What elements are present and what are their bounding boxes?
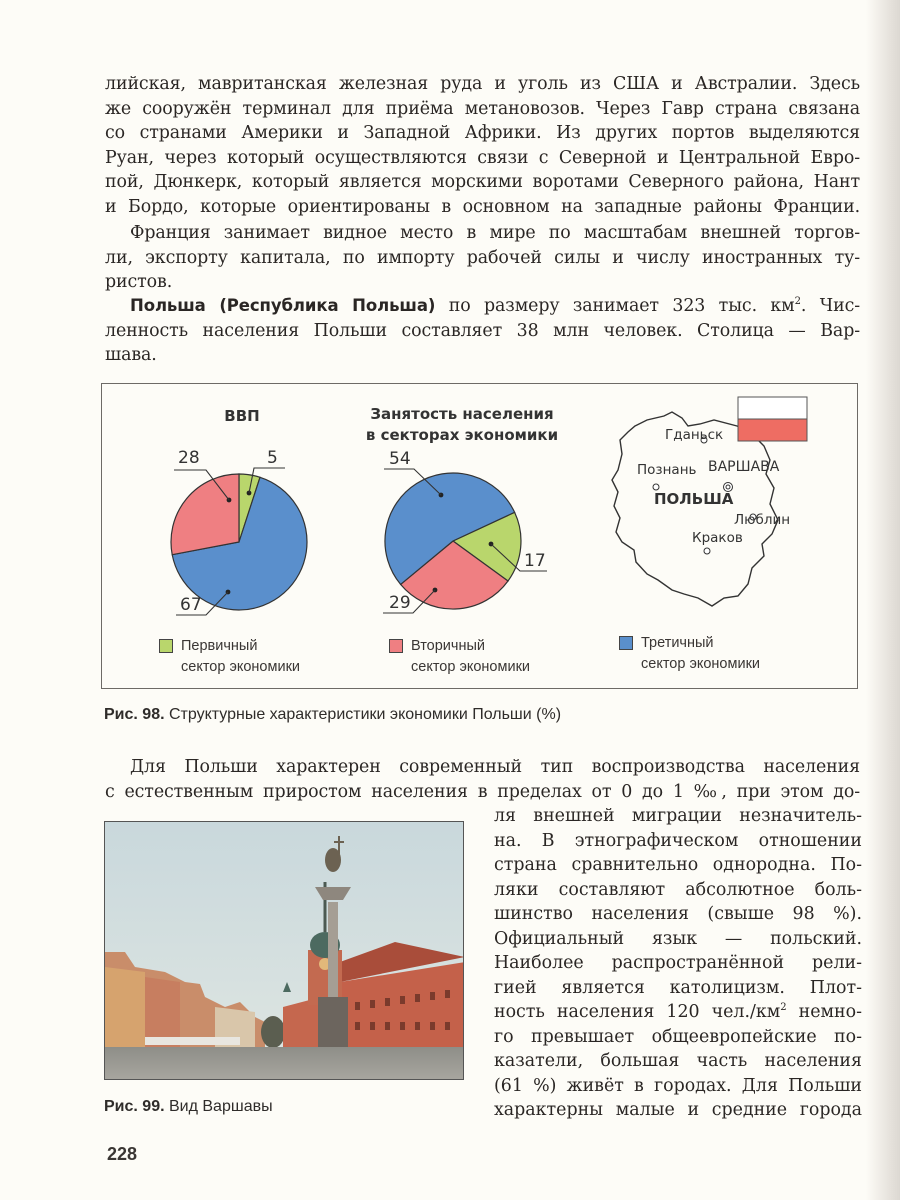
superscript: 2 [794,296,801,307]
text-line: ляки составляют абсолютное боль- [494,879,862,900]
text-line: страна сравнительно однородна. По- [494,855,862,875]
legend-label: Первичный [181,638,258,654]
gdp-slice-secondary [171,474,239,555]
text-fragment: . Чис- [800,296,860,316]
paragraph-poland-intro [105,294,860,368]
employment-label-tertiary: 54 [389,449,411,469]
legend-label: сектор экономики [411,659,531,675]
text-fragment: немно- [786,1002,862,1022]
map-city-poznan: Познань [637,462,697,478]
paragraph-france-trade [105,221,860,295]
page-number: 228 [107,1144,138,1164]
text-fragment: по размеру занимает 323 тыс. км [435,296,795,316]
text-line: шава. [105,345,157,365]
text-line [105,294,860,319]
gdp-label-tertiary: 67 [180,595,202,615]
poland-heading: Польша (Республика Польша) [130,296,436,315]
paragraph-france-ports [105,72,860,219]
legend-label: сектор экономики [181,659,301,675]
text-line: ристов. [105,272,173,292]
caption-text: Вид Варшавы [164,1098,273,1115]
right-column-text [494,804,862,1123]
text-line: с естественным приростом населения в пределах от 0 до 1 ‰, при этом до- [105,781,860,802]
map-capital-warsaw: ВАРШАВА [708,459,780,475]
text-line: со странами Америки и Западной Африки. Из других портов выделяются [105,123,860,143]
gdp-chart-title: ВВП [224,407,260,425]
map-city-gdansk: Гданьск [665,427,724,443]
text-line: ли, экспорту капитала, по импорту рабочей силы и числу иностранных ту- [105,247,860,268]
text-line: лийская, мавританская железная руда и уголь из США и Австралии. Здесь [105,74,860,94]
page-edge-shadow [866,0,900,1200]
text-line: характерны малые и средние города [494,1100,862,1120]
text-line: Для Польши характерен современный тип воспроизводства населения [130,757,860,777]
city-marker-krakow [704,548,710,554]
flag-white-stripe [738,397,807,419]
text-line: го превышает общеевропейские по- [494,1026,862,1047]
legend-tertiary-sector [619,633,819,677]
text-line: Руан, через который осуществляются связи с Северной и Центральной Евро- [105,147,860,168]
text-line: Официальный язык — польский. [494,928,862,949]
text-line: казатели, большая часть населения [494,1051,862,1071]
text-line: Наиболее распространённой рели- [494,953,862,973]
flag-red-stripe [738,419,807,441]
text-line: шинство населения (свыше 98 %). [494,904,862,924]
legend-label: Вторичный [411,638,485,654]
text-line: же сооружён терминал для приёма метановозов. Через Гавр страна связана [105,98,860,119]
legend-swatch-green [159,639,173,653]
title-line: в секторах экономики [365,426,559,444]
map-city-lublin: Люблин [734,512,791,528]
warsaw-photo-illustration [105,822,464,1080]
employment-label-primary: 17 [524,551,546,571]
gdp-pie-chart [171,468,307,615]
legend-secondary-sector [389,636,589,680]
superscript: 2 [780,1002,787,1013]
legend-label: Третичный [641,635,714,651]
title-line: Занятость населения [370,405,554,423]
caption-text: Структурные характеристики экономики Польши (%) [164,706,562,723]
text-line [494,1000,862,1025]
caption-label: Рис. 98. [104,706,165,723]
text-line: (61 %) живёт в городах. Для Польши [494,1075,862,1096]
paragraph-poland-population [105,755,860,804]
gdp-label-primary: 5 [267,448,278,468]
figure-99-caption [104,1098,273,1116]
employment-label-secondary: 29 [389,593,411,613]
gdp-label-secondary: 28 [178,448,200,468]
legend-swatch-red [389,639,403,653]
text-line: гией является католицизм. Плот- [494,977,862,998]
legend-primary-sector [159,636,359,680]
text-fragment: ность населения 120 чел./км [494,1002,781,1022]
caption-label: Рис. 99. [104,1098,165,1115]
legend-label: сектор экономики [641,656,761,672]
text-line: на. В этнографическом отношении [494,830,862,851]
text-line: и Бордо, которые ориентированы в основном на западные районы Франции. [105,196,860,217]
figure-98-caption [104,706,561,724]
text-line: ля внешней миграции незначитель- [494,806,862,826]
warsaw-photo [104,821,464,1080]
text-line: ленность населения Польши составляет 38 млн человек. Столица — Вар- [105,320,860,341]
legend-swatch-blue [619,636,633,650]
map-country-label: ПОЛЬША [654,490,734,508]
text-line: Франция занимает видное место в мире по масштабам внешней торгов- [130,223,860,243]
figure-98-box [101,383,858,689]
employment-pie-chart [383,469,547,613]
map-city-krakow: Краков [692,530,743,546]
text-line: пой, Дюнкерк, который является морскими воротами Северного района, Нант [105,172,860,192]
